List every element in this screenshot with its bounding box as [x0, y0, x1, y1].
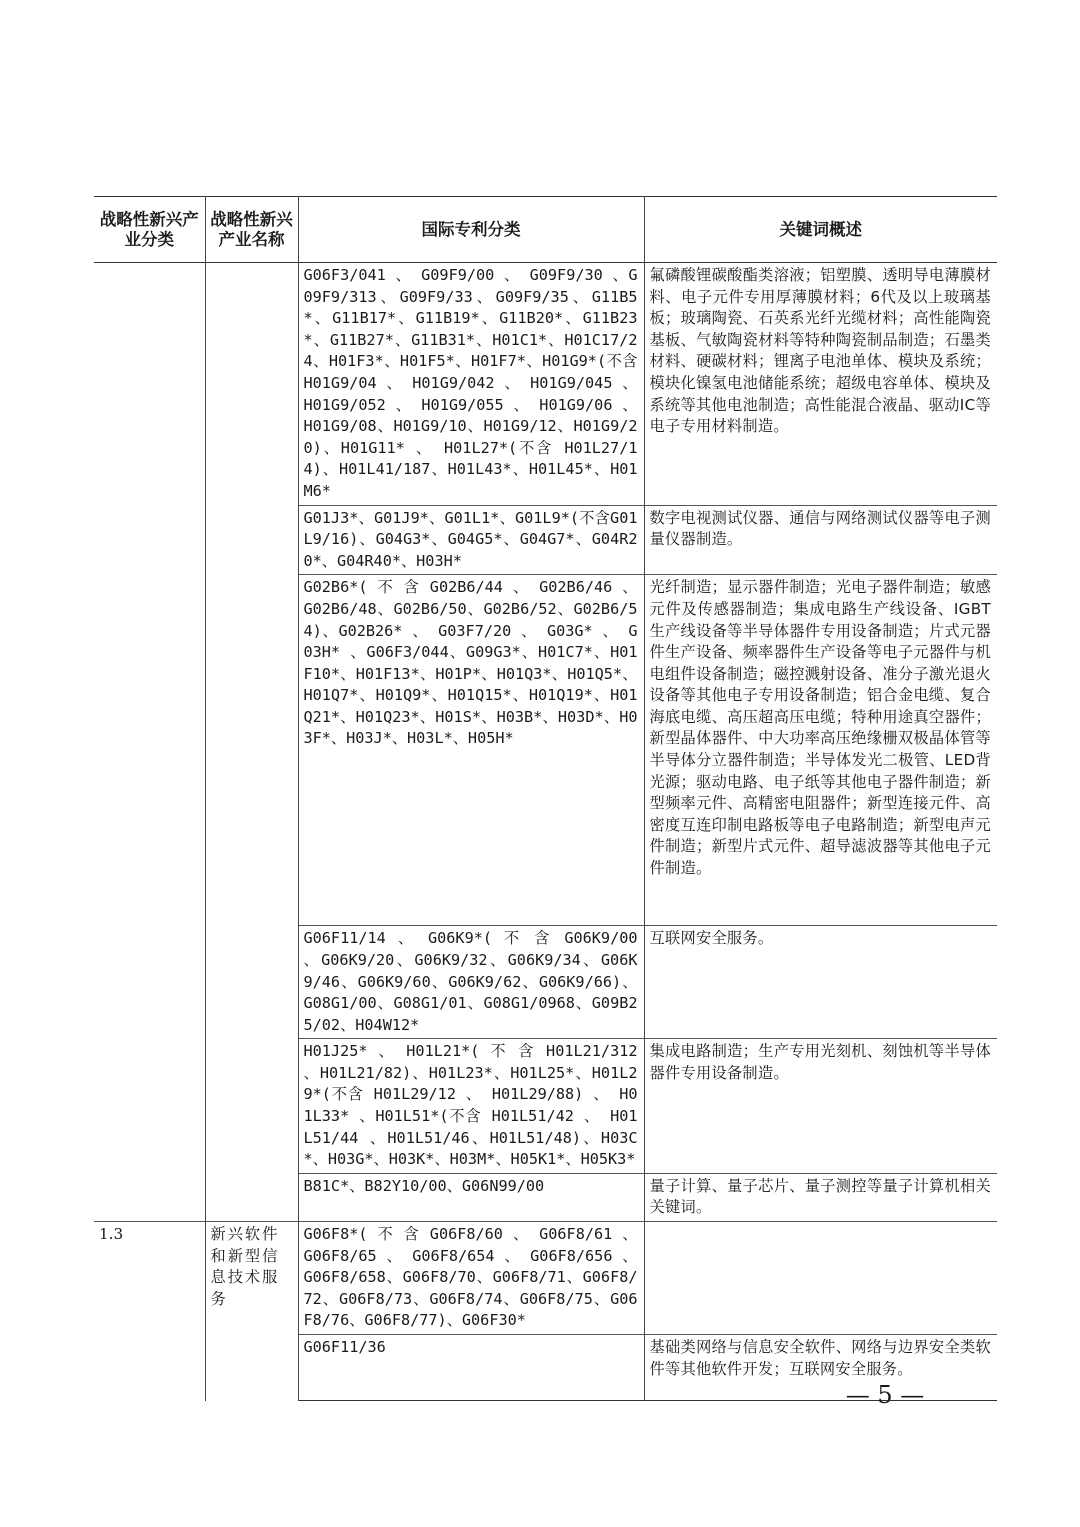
keywords-cell: 光纤制造；显示器件制造；光电子器件制造；敏感元件及传感器制造；集成电路生产线设备、IGBT生产线设备等半导体器件专用设备制造；片式元器件生产设备、频率器件生产设备等电子元器件与机电组件设备制造；磁控溅射设备、准分子激光退火设备等其他电子专用设备制造；铝合金电缆、复合海底电缆、高压超高压电缆；特种用途真空器件；新型晶体器件、中大功率高压绝缘栅双极晶体管等半导体分立器件制造；半导体发光二极管、LED背光源；驱动电路、电子纸等其他电子器件制造；新型频率元件、高精密电阻器件；新型连接元件、高密度互连印制电路板等电子电路制造；新型电声元件制造；新型片式元件、超导滤波器等其他电子元件制造。	[644, 575, 997, 926]
table-row	[94, 1222, 997, 1335]
ipc-classification-table	[94, 196, 997, 1401]
ipc-cell: G06F3/041 、 G09F9/00 、 G09F9/30 、G09F9/313、G09F9/33、G09F9/35、G11B5*、G11B17*、G11B19*、G11B20*、G11B23*、G11B27*、G11B31*、H01C1*、H01C17/24、H01F3*、H01F5*、H01F7*、H01G9*(不含H01G9/04 、 H01G9/042 、 H01G9/045 、H01G9/052 、 H01G9/055 、 H01G9/06 、H01G9/08、H01G9/10、H01G9/12、H01G9/20)、H01G11* 、 H01L27*(不含 H01L27/14)、H01L41/187、H01L43*、H01L45*、H01M6*	[298, 263, 644, 506]
keywords-cell: 互联网安全服务。	[644, 926, 997, 1039]
keywords-cell: 量子计算、量子芯片、量子测控等量子计算机相关关键词。	[644, 1173, 997, 1221]
header-category: 战略性新兴产业分类	[94, 197, 205, 263]
section-code: 1.3	[94, 1222, 205, 1401]
ipc-cell: G01J3*、G01J9*、G01L1*、G01L9*(不含G01L9/16)、G04G3*、G04G5*、G04G7*、G04R20*、G04R40*、H03H*	[298, 505, 644, 575]
keywords-cell: 数字电视测试仪器、通信与网络测试仪器等电子测量仪器制造。	[644, 505, 997, 575]
header-ipc: 国际专利分类	[298, 197, 644, 263]
ipc-cell: G06F11/36	[298, 1335, 644, 1401]
ipc-cell: G06F11/14 、 G06K9*( 不 含 G06K9/00 、G06K9/20、G06K9/32、G06K9/34、G06K9/46、G06K9/60、G06K9/62、G06K9/66)、G08G1/00、G08G1/01、G08G1/0968、G09B25/02、H04W12*	[298, 926, 644, 1039]
header-industry-name: 战略性新兴产业名称	[205, 197, 298, 263]
keywords-cell: 基础类网络与信息安全软件、网络与边界安全类软件等其他软件开发；互联网安全服务。	[644, 1335, 997, 1401]
table-row	[94, 263, 997, 506]
ipc-cell: G02B6*( 不 含 G02B6/44 、 G02B6/46 、G02B6/48、G02B6/50、G02B6/52、G02B6/54)、G02B26* 、 G03F7/20 、 G03G* 、 G03H* 、G06F3/044、G09G3*、H01C7*、H01F10*、H01F13*、H01P*、H01Q3*、H01Q5*、H01Q7*、H01Q9*、H01Q15*、H01Q19*、H01Q21*、H01Q23*、H01S*、H03B*、H03D*、H03F*、H03J*、H03L*、H05H*	[298, 575, 644, 926]
category-cell-empty	[94, 263, 205, 1222]
table-header-row	[94, 197, 997, 263]
ipc-cell: G06F8*( 不 含 G06F8/60 、 G06F8/61 、G06F8/65 、 G06F8/654 、 G06F8/656 、G06F8/658、G06F8/70、G06F8/71、G06F8/72、G06F8/73、G06F8/74、G06F8/75、G06F8/76、G06F8/77)、G06F30*	[298, 1222, 644, 1335]
header-keywords: 关键词概述	[644, 197, 997, 263]
keywords-cell: 氟磷酸锂碳酸酯类溶液；铝塑膜、透明导电薄膜材料、电子元件专用厚薄膜材料；6代及以上玻璃基板；玻璃陶瓷、石英系光纤光缆材料；高性能陶瓷基板、气敏陶瓷材料等特种陶瓷制品制造；石墨类材料、硬碳材料；锂离子电池单体、模块及系统；模块化镍氢电池储能系统；超级电容单体、模块及系统等其他电池制造；高性能混合液晶、驱动IC等电子专用材料制造。	[644, 263, 997, 506]
industry-name-cell-empty	[205, 263, 298, 1222]
section-industry-name: 新兴软件和新型信息技术服务	[205, 1222, 298, 1401]
ipc-cell: H01J25* 、 H01L21*( 不 含 H01L21/312 、H01L21/82)、H01L23*、H01L25*、H01L29*(不含 H01L29/12 、 H01L29/88) 、 H01L33* 、H01L51*(不含 H01L51/42 、 H01L51/44 、H01L51/46、H01L51/48)、H03C*、H03G*、H03K*、H03M*、H05K1*、H05K3*	[298, 1039, 644, 1174]
keywords-cell: 集成电路制造；生产专用光刻机、刻蚀机等半导体器件专用设备制造。	[644, 1039, 997, 1174]
keywords-cell	[644, 1222, 997, 1335]
ipc-cell: B81C*、B82Y10/00、G06N99/00	[298, 1173, 644, 1221]
page-number: — 5 —	[845, 1381, 925, 1409]
